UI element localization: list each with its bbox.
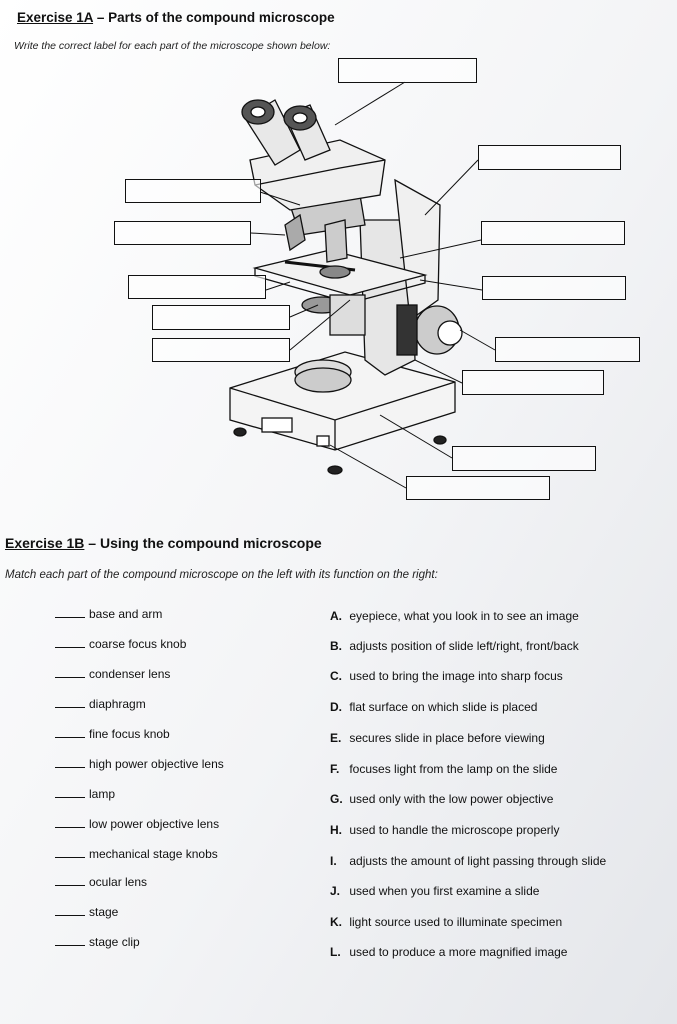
exercise-1b-instructions: Match each part of the compound microscope on the left with its function on the right: bbox=[5, 569, 438, 581]
part-row bbox=[55, 847, 218, 865]
part-row bbox=[55, 727, 170, 745]
function-row bbox=[330, 731, 545, 749]
answer-blank[interactable] bbox=[55, 767, 85, 768]
function-letter: J. bbox=[330, 884, 341, 898]
function-letter: D. bbox=[330, 700, 342, 714]
label-box-7[interactable] bbox=[482, 276, 626, 300]
exercise-1b-title: – Using the compound microscope bbox=[84, 535, 322, 551]
answer-blank[interactable] bbox=[55, 617, 85, 618]
function-text: used when you first examine a slide bbox=[349, 884, 540, 898]
function-row bbox=[330, 823, 559, 841]
label-box-1[interactable] bbox=[338, 58, 477, 83]
function-row bbox=[330, 700, 537, 718]
function-text: used to produce a more magnified image bbox=[349, 945, 568, 959]
function-row bbox=[330, 762, 557, 780]
function-row bbox=[330, 915, 562, 933]
part-row bbox=[55, 697, 146, 715]
part-row bbox=[55, 757, 224, 775]
part-label: stage clip bbox=[89, 935, 140, 949]
function-text: used to bring the image into sharp focus bbox=[349, 669, 563, 683]
label-box-3[interactable] bbox=[125, 179, 261, 203]
part-label: ocular lens bbox=[89, 875, 148, 889]
label-box-13[interactable] bbox=[406, 476, 550, 500]
answer-blank[interactable] bbox=[55, 885, 85, 886]
part-label: condenser lens bbox=[89, 667, 171, 681]
function-letter: B. bbox=[330, 639, 342, 653]
function-text: adjusts position of slide left/right, front/back bbox=[349, 639, 579, 653]
part-row bbox=[55, 787, 115, 805]
answer-blank[interactable] bbox=[55, 945, 85, 946]
answer-blank[interactable] bbox=[55, 857, 85, 858]
answer-blank[interactable] bbox=[55, 737, 85, 738]
label-box-5[interactable] bbox=[481, 221, 625, 245]
function-row bbox=[330, 792, 553, 810]
function-text: used to handle the microscope properly bbox=[349, 823, 560, 837]
part-row bbox=[55, 875, 147, 893]
answer-blank[interactable] bbox=[55, 707, 85, 708]
part-label: base and arm bbox=[89, 607, 163, 621]
function-letter: F. bbox=[330, 762, 340, 776]
function-row bbox=[330, 884, 539, 902]
function-text: light source used to illuminate specimen bbox=[349, 915, 563, 929]
part-row bbox=[55, 607, 162, 625]
exercise-1b-code: Exercise 1B bbox=[5, 535, 85, 551]
part-label: mechanical stage knobs bbox=[89, 847, 218, 861]
label-box-4[interactable] bbox=[114, 221, 251, 245]
part-label: low power objective lens bbox=[89, 817, 220, 831]
function-row bbox=[330, 945, 567, 963]
function-letter: L. bbox=[330, 945, 341, 959]
label-box-12[interactable] bbox=[452, 446, 596, 471]
function-letter: A. bbox=[330, 609, 342, 623]
part-row bbox=[55, 817, 219, 835]
function-letter: G. bbox=[330, 792, 343, 806]
answer-blank[interactable] bbox=[55, 827, 85, 828]
function-text: secures slide in place before viewing bbox=[349, 731, 545, 745]
label-box-2[interactable] bbox=[478, 145, 621, 170]
part-row bbox=[55, 667, 170, 685]
part-label: fine focus knob bbox=[89, 727, 170, 741]
label-box-11[interactable] bbox=[462, 370, 604, 395]
label-box-9[interactable] bbox=[152, 338, 290, 362]
function-letter: I. bbox=[330, 854, 337, 868]
label-box-8[interactable] bbox=[152, 305, 290, 330]
answer-blank[interactable] bbox=[55, 647, 85, 648]
answer-blank[interactable] bbox=[55, 915, 85, 916]
function-letter: C. bbox=[330, 669, 342, 683]
exercise-1a-title: – Parts of the compound microscope bbox=[93, 10, 335, 25]
function-letter: K. bbox=[330, 915, 342, 929]
function-text: eyepiece, what you look in to see an image bbox=[349, 609, 579, 623]
label-box-6[interactable] bbox=[128, 275, 266, 299]
label-box-10[interactable] bbox=[495, 337, 640, 362]
function-text: adjusts the amount of light passing through slide bbox=[349, 854, 607, 868]
part-label: diaphragm bbox=[89, 697, 146, 711]
part-label: lamp bbox=[89, 787, 116, 801]
part-row bbox=[55, 637, 186, 655]
function-text: flat surface on which slide is placed bbox=[349, 700, 538, 714]
part-label: stage bbox=[89, 905, 119, 919]
answer-blank[interactable] bbox=[55, 797, 85, 798]
function-letter: E. bbox=[330, 731, 342, 745]
part-row bbox=[55, 935, 140, 953]
answer-blank[interactable] bbox=[55, 677, 85, 678]
function-row bbox=[330, 669, 563, 687]
part-label: coarse focus knob bbox=[89, 637, 187, 651]
function-text: focuses light from the lamp on the slide bbox=[349, 762, 558, 776]
part-row bbox=[55, 905, 118, 923]
function-row bbox=[330, 854, 606, 872]
exercise-1a-code: Exercise 1A bbox=[17, 10, 94, 25]
exercise-1a-instructions: Write the correct label for each part of the microscope shown below: bbox=[14, 40, 331, 52]
function-row bbox=[330, 609, 579, 627]
function-text: used only with the low power objective bbox=[349, 792, 554, 806]
function-row bbox=[330, 639, 579, 657]
part-label: high power objective lens bbox=[89, 757, 224, 771]
function-letter: H. bbox=[330, 823, 342, 837]
exercise-1b-heading bbox=[5, 535, 322, 551]
